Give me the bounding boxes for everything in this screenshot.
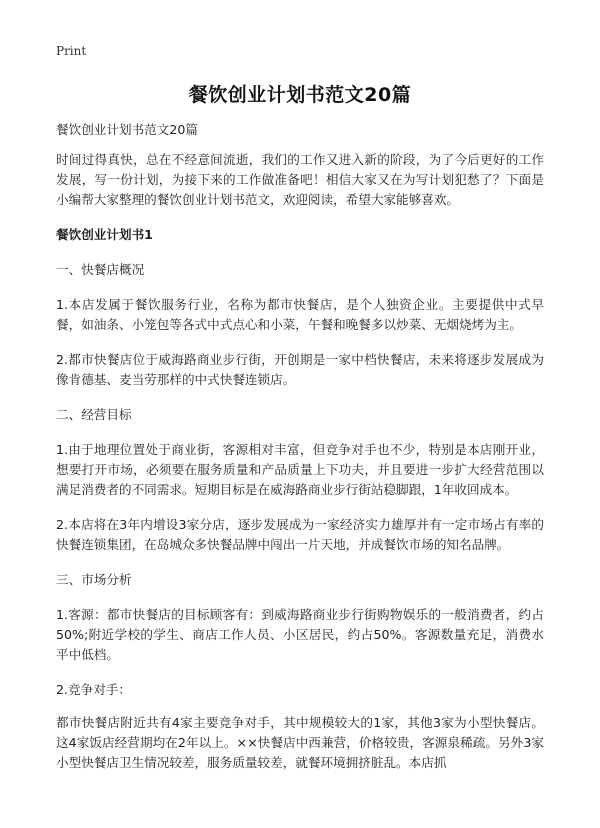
- document-body: [56, 120, 544, 788]
- document-subtitle: 餐饮创业计划书范文20篇: [56, 122, 198, 137]
- sub-heading: 一、快餐店概况: [56, 262, 145, 277]
- intro-paragraph: 时间过得真快，总在不经意间流逝，我们的工作又进入新的阶段，为了今后更好的工作发展，写一份计划，为接下来的工作做准备吧！相信大家又在为写计划犯愁了？下面是小编帮大家整理的餐饮创业计划书范文，欢迎阅读，希望大家能够喜欢。: [56, 152, 544, 207]
- section-title: 餐饮创业计划书1: [56, 227, 153, 242]
- sub-heading: 三、市场分析: [56, 572, 132, 587]
- paragraph: 2.本店将在3年内增设3家分店，逐步发展成为一家经济实力雄厚并有一定市场占有率的快餐连锁集团，在岛城众多快餐品牌中闯出一片天地，并成餐饮市场的知名品牌。: [56, 517, 544, 552]
- paragraph: 2.都市快餐店位于威海路商业步行街，开创期是一家中档快餐店，未来将逐步发展成为像肯德基、麦当劳那样的中式快餐连锁店。: [56, 352, 544, 387]
- paragraph: 1.本店发属于餐饮服务行业，名称为都市快餐店，是个人独资企业。主要提供中式早餐，如油条、小笼包等各式中式点心和小菜，午餐和晚餐多以炒菜、无烟烧烤为主。: [56, 297, 544, 332]
- print-link[interactable]: Print: [56, 44, 87, 58]
- sub-heading: 二、经营目标: [56, 407, 132, 422]
- paragraph: 都市快餐店附近共有4家主要竞争对手，其中规模较大的1家，其他3家为小型快餐店。这4家饭店经营期均在2年以上。××快餐店中西兼营，价格较贵，客源泉稀疏。另外3家小型快餐店卫生情况较差，服务质量较差，就餐环境拥挤脏乱。本店抓: [56, 715, 544, 770]
- document-title: 餐饮创业计划书范文20篇: [188, 84, 412, 106]
- paragraph: 2.竞争对手：: [56, 682, 131, 697]
- paragraph: 1.客源：都市快餐店的目标顾客有：到威海路商业步行街购物娱乐的一般消费者，约占50%;附近学校的学生、商店工作人员、小区居民，约占50%。客源数量充足，消费水平中低档。: [56, 607, 544, 662]
- paragraph: 1.由于地理位置处于商业街，客源相对丰富，但竞争对手也不少，特别是本店刚开业，想要打开市场，必须要在服务质量和产品质量上下功夫，并且要进一步扩大经营范围以满足消费者的不同需求。短期目标是在威海路商业步行街站稳脚跟，1年收回成本。: [56, 442, 544, 497]
